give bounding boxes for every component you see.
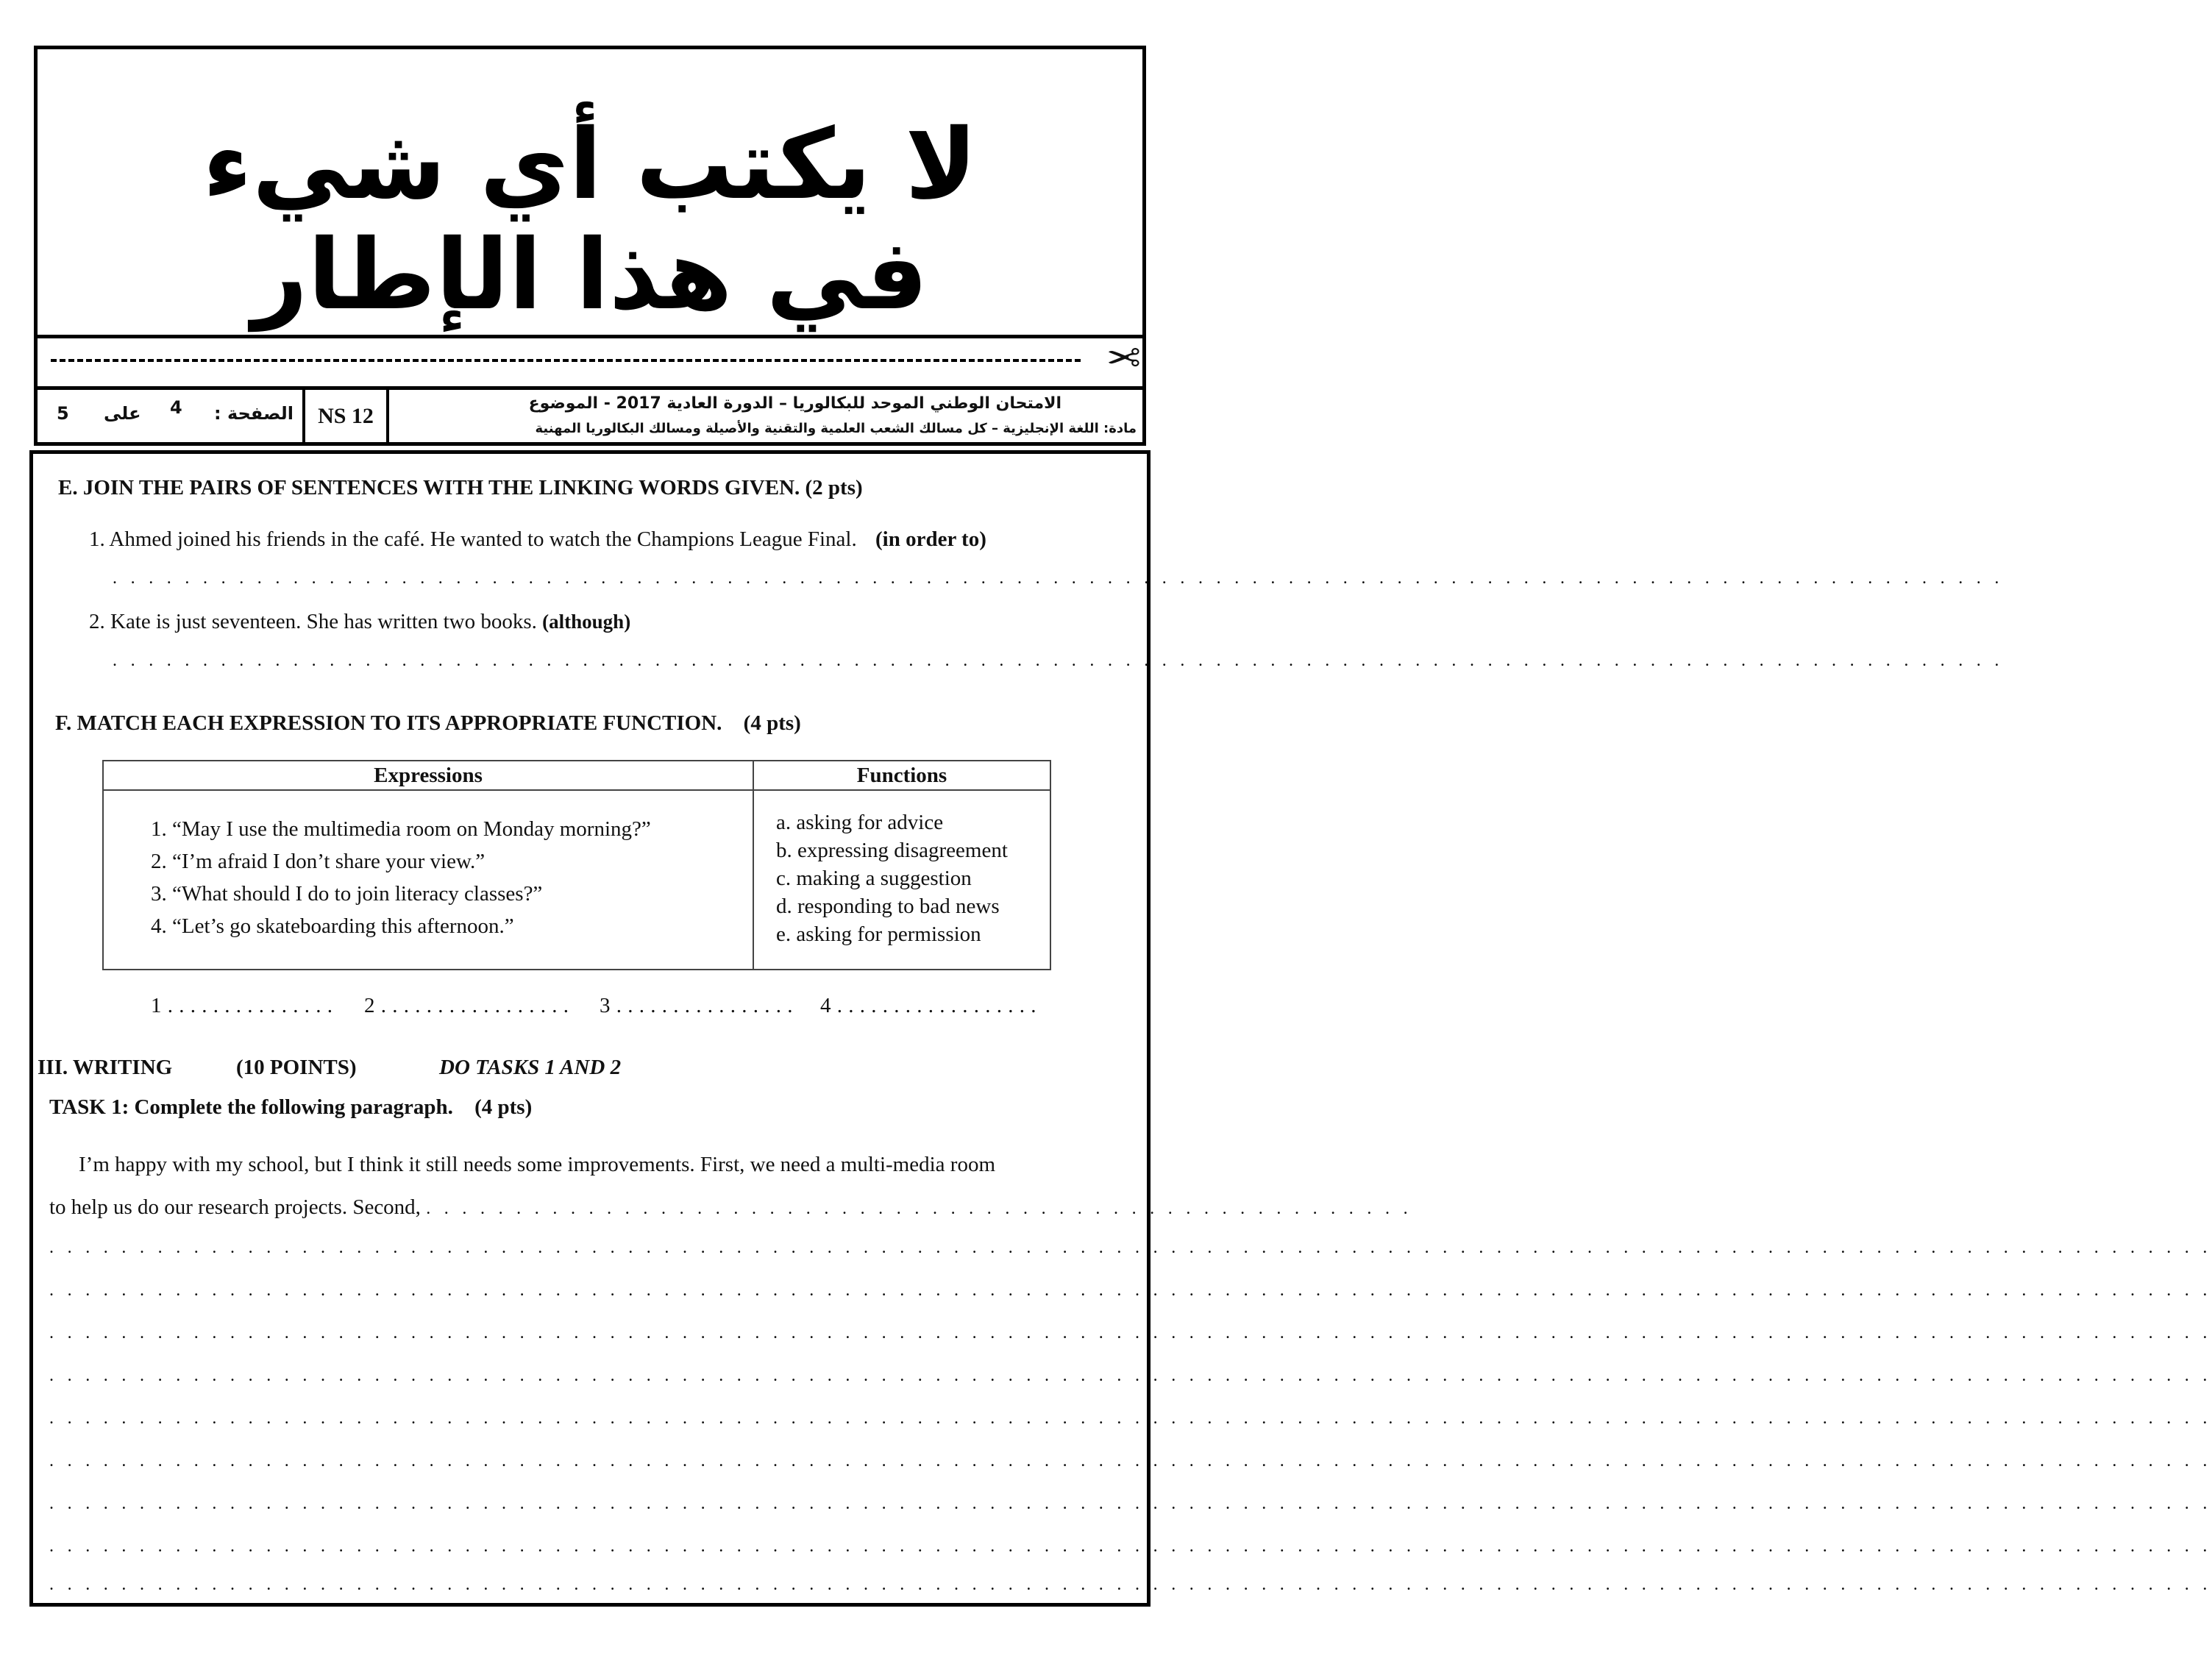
- section-f-points: (4 pts): [743, 711, 801, 735]
- warning-line-2: في هذا الإطار: [252, 218, 928, 332]
- answer-line-e1[interactable]: . . . . . . . . . . . . . . . . . . . . . . . . . . . . . . . . . . . . . . . . . . . . . . . . . . . . . . . . . . . . . . . . . . . . . . . . . . . . . . . . . . . . . . . . . . . . . . . . . . . . . . . . .: [113, 569, 2004, 588]
- task-1-label: TASK 1:: [49, 1095, 129, 1119]
- paragraph-line-2: [49, 1195, 1412, 1220]
- writing-line-7[interactable]: . . . . . . . . . . . . . . . . . . . . . . . . . . . . . . . . . . . . . . . . . . . . . . . . . . . . . . . . . . . . . . . . . . . . . . . . . . . . . . . . . . . . . . . . . . . . . . . . . . . . . . . . . . . . . . . . . . . . . . . .: [49, 1409, 2212, 1428]
- expression-item-3: 3. “What should I do to join literacy classes?”: [151, 882, 543, 906]
- expression-item-1: 1. “May I use the multimedia room on Monday morning?”: [151, 817, 651, 841]
- answer-3[interactable]: 3 . . . . . . . . . . . . . . . .: [600, 994, 793, 1017]
- section-f-heading-text: F. MATCH EACH EXPRESSION TO ITS APPROPRIATE FUNCTION.: [55, 711, 722, 735]
- paragraph-line-1: I’m happy with my school, but I think it still needs some improvements. First, we need a multi-media room: [79, 1153, 996, 1176]
- page-current: 4: [170, 397, 182, 418]
- writing-points: (10 POINTS): [236, 1056, 357, 1079]
- task-1-heading: [49, 1095, 532, 1120]
- answer-2[interactable]: 2 . . . . . . . . . . . . . . . . .: [364, 994, 569, 1017]
- expressions-column: [104, 761, 754, 969]
- writing-line-5[interactable]: . . . . . . . . . . . . . . . . . . . . . . . . . . . . . . . . . . . . . . . . . . . . . . . . . . . . . . . . . . . . . . . . . . . . . . . . . . . . . . . . . . . . . . . . . . . . . . . . . . . . . . . . . . . . . . . . . . . . . . . .: [49, 1323, 2212, 1343]
- writing-instruction: DO TASKS 1 AND 2: [439, 1056, 622, 1079]
- functions-column: [754, 761, 1050, 969]
- warning-line-1: لا يكتب أي شيء: [202, 108, 978, 221]
- exam-content-frame: [29, 450, 2212, 1607]
- page-label: الصفحة :: [214, 403, 294, 424]
- writing-line-8[interactable]: . . . . . . . . . . . . . . . . . . . . . . . . . . . . . . . . . . . . . . . . . . . . . . . . . . . . . . . . . . . . . . . . . . . . . . . . . . . . . . . . . . . . . . . . . . . . . . . . . . . . . . . . . . . . . . . . . . . . . . . .: [49, 1451, 2212, 1471]
- expression-item-2: 2. “I’m afraid I don’t share your view.”: [151, 850, 486, 873]
- do-not-write-frame: [34, 46, 1146, 338]
- expressions-header: Expressions: [104, 761, 753, 791]
- writing-line-9[interactable]: . . . . . . . . . . . . . . . . . . . . . . . . . . . . . . . . . . . . . . . . . . . . . . . . . . . . . . . . . . . . . . . . . . . . . . . . . . . . . . . . . . . . . . . . . . . . . . . . . . . . . . . . . . . . . . . . . . . . . . . .: [49, 1494, 2212, 1513]
- cut-dashed-line: [51, 359, 1081, 362]
- section-e-item-2-link: (although): [542, 611, 631, 633]
- functions-list: [776, 808, 1008, 948]
- scissors-icon: ✂: [1106, 335, 1141, 383]
- section-e-item-1-text: 1. Ahmed joined his friends in the café. He wanted to watch the Champions League Final.: [89, 527, 857, 551]
- exam-title: [389, 390, 1142, 442]
- writing-line-6[interactable]: . . . . . . . . . . . . . . . . . . . . . . . . . . . . . . . . . . . . . . . . . . . . . . . . . . . . . . . . . . . . . . . . . . . . . . . . . . . . . . . . . . . . . . . . . . . . . . . . . . . . . . . . . . . . . . . . . . . . . . . .: [49, 1366, 2212, 1385]
- function-item-e: e. asking for permission: [776, 922, 981, 946]
- functions-header: Functions: [754, 761, 1050, 791]
- section-e-item-1: [89, 527, 986, 552]
- writing-heading: III. WRITING: [38, 1056, 173, 1079]
- writing-line-10[interactable]: . . . . . . . . . . . . . . . . . . . . . . . . . . . . . . . . . . . . . . . . . . . . . . . . . . . . . . . . . . . . . . . . . . . . . . . . . . . . . . . . . . . . . . . . . . . . . . . . . . . . . . . . . . . . . . . . . . . . . . . .: [49, 1537, 2212, 1556]
- cut-line-row: [34, 337, 1146, 390]
- exam-header: [34, 390, 1146, 446]
- section-f-heading: [55, 711, 801, 736]
- writing-line-3[interactable]: . . . . . . . . . . . . . . . . . . . . . . . . . . . . . . . . . . . . . . . . . . . . . . . . . . . . . . . . . . . . . . . . . . . . . . . . . . . . . . . . . . . . . . . . . . . . . . . . . . . . . . . . . . . . . . . . . . . . . . . .: [49, 1238, 2212, 1257]
- task-1-text: Complete the following paragraph.: [134, 1095, 453, 1119]
- answer-line-e2[interactable]: . . . . . . . . . . . . . . . . . . . . . . . . . . . . . . . . . . . . . . . . . . . . . . . . . . . . . . . . . . . . . . . . . . . . . . . . . . . . . . . . . . . . . . . . . . . . . . . . . . . . . . . . .: [113, 651, 2004, 670]
- paragraph-line-2-dots[interactable]: . . . . . . . . . . . . . . . . . . . . . . . . . . . . . . . . . . . . . . . . . . . . . . . . . . . . . . .: [426, 1199, 1412, 1218]
- page-of-label: على: [104, 403, 141, 424]
- writing-line-4[interactable]: . . . . . . . . . . . . . . . . . . . . . . . . . . . . . . . . . . . . . . . . . . . . . . . . . . . . . . . . . . . . . . . . . . . . . . . . . . . . . . . . . . . . . . . . . . . . . . . . . . . . . . . . . . . . . . . . . . . . . . . .: [49, 1281, 2212, 1300]
- page-total: 5: [57, 403, 69, 424]
- task-1-points: (4 pts): [474, 1095, 533, 1119]
- page-number-box: [38, 390, 305, 442]
- answer-1[interactable]: 1 . . . . . . . . . . . . . . .: [151, 994, 333, 1017]
- matching-table: [102, 760, 1051, 970]
- section-e-heading: E. JOIN THE PAIRS OF SENTENCES WITH THE LINKING WORDS GIVEN. (2 pts): [58, 476, 863, 499]
- expression-item-4: 4. “Let’s go skateboarding this afternoon.”: [151, 914, 514, 938]
- section-e-item-1-link: (in order to): [875, 527, 986, 551]
- function-item-c: c. making a suggestion: [776, 867, 972, 890]
- answer-4[interactable]: 4 . . . . . . . . . . . . . . . . . .: [820, 994, 1036, 1017]
- expressions-list: [151, 813, 651, 942]
- function-item-d: d. responding to bad news: [776, 895, 1000, 918]
- writing-line-11[interactable]: . . . . . . . . . . . . . . . . . . . . . . . . . . . . . . . . . . . . . . . . . . . . . . . . . . . . . . . . . . . . . . . . . . . . . . . . . . . . . . . . . . . . . . . . . . . . . . . . . . . . . . . . . . . . . . . . . . . . . . . .: [49, 1575, 2212, 1594]
- exam-title-line-1: الامتحان الوطني الموحد للبكالوريا – الدورة العادية 2017 - الموضوع: [528, 394, 1061, 413]
- function-item-a: a. asking for advice: [776, 811, 944, 834]
- exam-code: NS 12: [305, 390, 389, 442]
- paragraph-line-2-text: to help us do our research projects. Second,: [49, 1195, 421, 1219]
- section-e-item-2-text: 2. Kate is just seventeen. She has written two books.: [89, 610, 537, 633]
- exam-title-line-2: مادة: اللغة الإنجليزية – كل مسالك الشعب العلمية والتقنية والأصيلة ومسالك البكالوريا المهنية: [535, 421, 1137, 436]
- section-e-item-2: [89, 610, 630, 634]
- function-item-b: b. expressing disagreement: [776, 839, 1008, 862]
